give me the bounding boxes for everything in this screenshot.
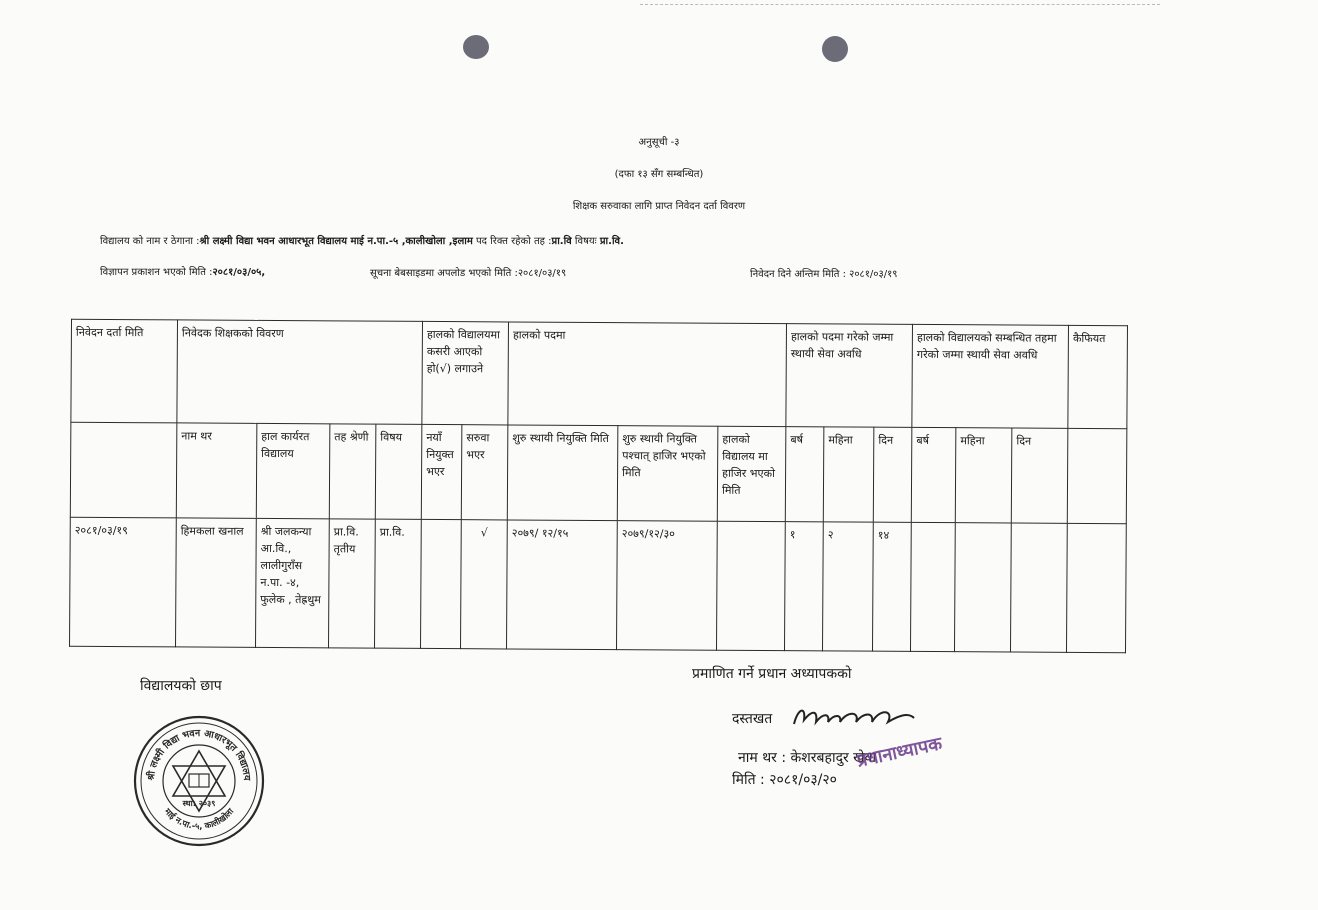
deadline-line (750, 266, 897, 280)
cell-school-years (911, 522, 956, 651)
handwritten-signature-icon (790, 702, 920, 732)
subheader-name: नाम थर (176, 423, 257, 518)
subheader-transfer: सरुवा भएर (461, 425, 508, 520)
schedule-number: अनुसूची -३ (638, 137, 680, 148)
table-row (70, 517, 1127, 653)
subheader-current-school: हाल कार्यरत विद्यालय (256, 424, 330, 519)
certify-date-line (732, 770, 837, 789)
certify-date: २०८१/०३/२० (769, 772, 837, 788)
cell-transfer-tick: √ (461, 520, 508, 649)
seal-ring-text: श्री लक्ष्मी विद्या भवन आधारभूत विद्यालय (145, 727, 253, 781)
cell-reg-date: २०८१/०३/१९ (70, 517, 177, 647)
subheader-post-years: बर्ष (785, 427, 824, 522)
cell-post-years: १ (785, 522, 824, 651)
top-edge-marks (640, 0, 1160, 5)
cell-level-class: प्रा.वि. तृतीय (329, 519, 376, 648)
upload-date-label: सूचना बेबसाइडमा अपलोड भएको मिति : (370, 268, 518, 279)
school-seal-icon (132, 714, 266, 848)
head-teacher-stamp: प्रधानाध्यापक (854, 733, 944, 772)
registration-table (69, 319, 1128, 653)
subheader-first-permanent-date: शुरु स्थायी नियुक्ति मिति (507, 425, 618, 520)
cell-joined-after-appointment: २०७९/१२/३० (617, 521, 718, 651)
certify-date-label: मिति : (732, 772, 770, 788)
school-seal-label: विद्यालयको छाप (140, 678, 222, 694)
header-reg-date: निवेदन दर्ता मिति (71, 319, 178, 423)
cell-post-months: २ (823, 522, 874, 651)
document-title: शिक्षक सरुवाका लागि प्राप्त निवेदन दर्ता विवरण (572, 201, 746, 212)
seal-bottom-text: माई न.पा.-५, कालीखोला (161, 806, 237, 833)
cell-school-months (955, 523, 1012, 652)
subheader-school-days: दिन (1011, 428, 1068, 523)
head-teacher-name: केशरबहादुर खेवा (790, 750, 877, 766)
cell-subject: प्रा.वि. (375, 519, 422, 648)
subheader-remarks-empty (1067, 429, 1127, 524)
subheader-new-appointment: नयाँ नियुक्त भएर (421, 425, 462, 520)
cell-school-days (1011, 523, 1068, 652)
cell-post-days: १४ (873, 522, 912, 651)
sub-header-row (70, 423, 1127, 524)
subheader-empty (70, 423, 177, 518)
subheader-joined-current-school: हालको विद्यालय मा हाजिर भएको मिति (717, 426, 786, 521)
subheader-post-months: महिना (823, 427, 874, 522)
subject-label: विषयः (571, 236, 600, 247)
header-arrival-method: हालको विद्यालयमा कसरी आएको हो(√) लगाउने (422, 321, 509, 425)
subheader-school-years: बर्ष (911, 428, 956, 523)
post-subject: प्रा.वि. (599, 236, 624, 247)
signature-label: दस्तखत (732, 711, 773, 727)
ad-date-line (100, 264, 265, 278)
header-current-post: हालको पदमा (508, 322, 787, 427)
subheader-level-class: तह श्रेणी (329, 424, 376, 519)
school-info-line (100, 233, 624, 247)
cell-remarks (1067, 523, 1127, 652)
cell-current-school: श्री जलकन्या आ.वि., लालीगुराँस न.पा. -४, फुलेक , तेह्रथुम (256, 518, 330, 648)
name-label: नाम थर : (738, 750, 791, 766)
deadline-date: २०८१/०३/१९ (849, 269, 898, 280)
header-remarks: कैफियत (1068, 325, 1128, 429)
school-label: विद्यालय को नाम र ठेगाना : (100, 236, 200, 247)
cell-name: हिमकला खनाल (176, 518, 257, 648)
subheader-post-days: दिन (873, 427, 912, 522)
cell-joined-current-school (717, 521, 786, 651)
cell-first-permanent-date: २०७९/ १२/१५ (507, 520, 618, 650)
ad-date: २०८१/०३/०५, (212, 267, 266, 278)
upload-date: २०८१/०३/१९ (517, 268, 567, 279)
header-service-current-post: हालको पदमा गरेको जम्मा स्थायी सेवा अवधि (786, 324, 913, 428)
punch-hole-left (463, 35, 489, 59)
subheader-joined-after-appointment: शुरु स्थायी नियुक्ति पश्चात् हाजिर भएको मिति (617, 426, 718, 521)
upload-date-line (370, 265, 566, 279)
header-service-current-school: हालको विद्यालयको सम्बन्धित तहमा गरेको जम्मा स्थायी सेवा अवधि (912, 324, 1069, 428)
ad-date-label: विज्ञापन प्रकाशन भएको मिति : (100, 267, 213, 278)
section-reference: (दफा १३ सँग सम्बन्धित) (614, 169, 704, 180)
deadline-label: निवेदन दिने अन्तिम मिति : (750, 269, 850, 280)
subheader-school-months: महिना (955, 428, 1012, 523)
header-teacher-details: निवेदक शिक्षकको विवरण (177, 320, 423, 425)
seal-established: स्था: २०३९ (182, 799, 216, 808)
school-name: श्री लक्ष्मी विद्या भवन आधारभूत विद्यालय माई न.पा.-५ ,कालीखोला ,इलाम (199, 236, 473, 247)
cell-new-appointment (421, 519, 462, 648)
post-level: प्रा.वि (551, 236, 572, 247)
subheader-subject: विषय (375, 424, 422, 519)
punch-hole-right (822, 36, 848, 62)
group-header-row (71, 319, 1128, 429)
certify-label: प्रमाणित गर्ने प्रधान अध्यापकको (692, 666, 852, 682)
post-level-label: पद रिक्त रहेको तह : (472, 236, 552, 247)
